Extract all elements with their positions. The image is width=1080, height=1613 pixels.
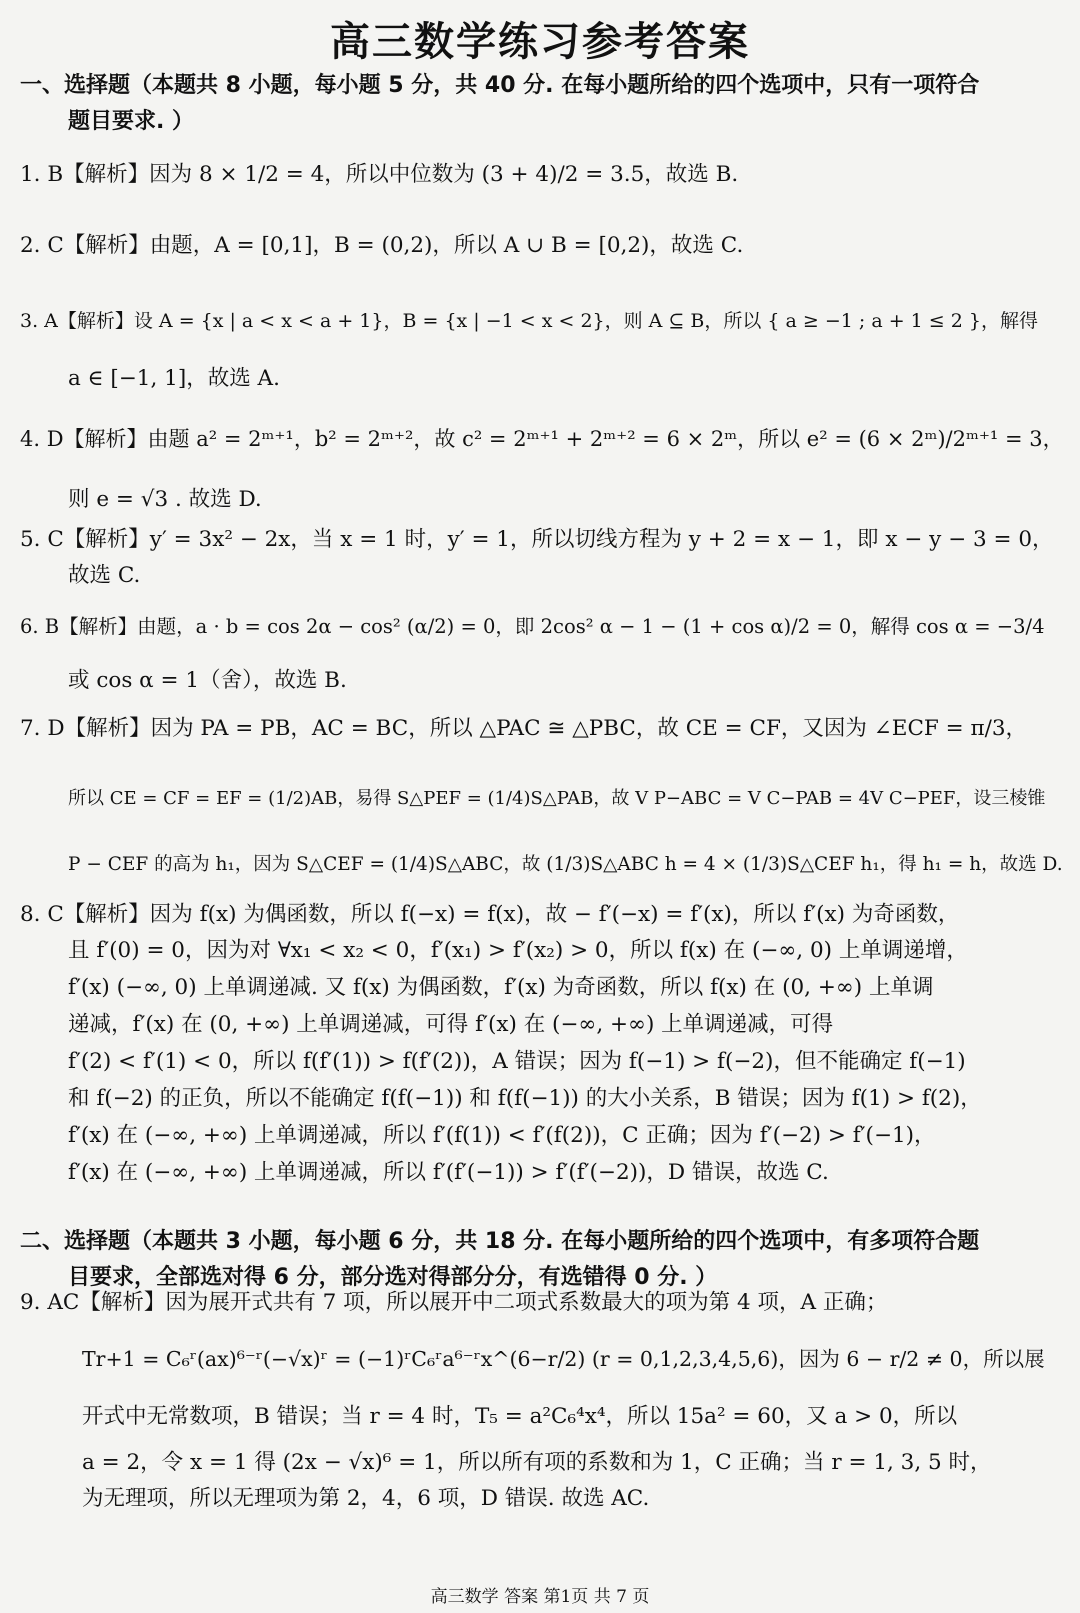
answer-4-line-1: 4. D【解析】由题 a² = 2ᵐ⁺¹，b² = 2ᵐ⁺²，故 c² = 2ᵐ⁺¹ + 2ᵐ⁺² = 6 × 2ᵐ，所以 e² = (6 × 2ᵐ)/2ᵐ⁺¹ = 3， bbox=[20, 427, 1064, 451]
answer-7-line-2: 所以 CE = CF = EF = (1/2)AB，易得 S△PEF = (1/4)S△PAB，故 V P−ABC = V C−PAB = 4V C−PEF，设三棱锥 bbox=[68, 788, 1046, 809]
answer-5-line-2: 故选 C. bbox=[68, 563, 141, 588]
answer-9-line-1: 9. AC【解析】因为展开式共有 7 项，所以展开中二项式系数最大的项为第 4 项，A 正确； bbox=[20, 1290, 888, 1315]
answer-8-line-6: 和 f(−2) 的正负，所以不能确定 f(f(−1)) 和 f(f(−1)) 的大小关系，B 错误；因为 f(1) > f(2)， bbox=[68, 1086, 982, 1111]
answer-8-line-8: f′(x) 在 (−∞, +∞) 上单调递减，所以 f′(f′(−1)) > f′(f′(−2))，D 错误，故选 C. bbox=[68, 1160, 829, 1185]
answer-6-line-1: 6. B【解析】由题，a · b = cos 2α − cos² (α/2) = 0，即 2cos² α − 1 − (1 + cos α)/2 = 0，解得 cos α = −3/4 bbox=[20, 615, 1045, 638]
answer-5-line-1: 5. C【解析】y′ = 3x² − 2x，当 x = 1 时，y′ = 1，所以切线方程为 y + 2 = x − 1，即 x − y − 3 = 0， bbox=[20, 527, 1054, 552]
page-footer: 高三数学 答案 第1页 共 7 页 bbox=[430, 1587, 650, 1607]
answer-9-line-3: 开式中无常数项，B 错误；当 r = 4 时，T₅ = a²C₆⁴x⁴，所以 15a² = 60，又 a > 0，所以 bbox=[82, 1404, 958, 1429]
answer-6-line-2: 或 cos α = 1（舍），故选 B. bbox=[68, 668, 347, 693]
answer-1: 1. B【解析】因为 8 × 1/2 = 4，所以中位数为 (3 + 4)/2 = 3.5，故选 B. bbox=[20, 162, 739, 187]
answer-7-line-1: 7. D【解析】因为 PA = PB，AC = BC，所以 △PAC ≅ △PBC，故 CE = CF，又因为 ∠ECF = π/3， bbox=[20, 716, 1028, 741]
answer-3-line-1: 3. A【解析】设 A = {x | a < x < a + 1}，B = {x | −1 < x < 2}，则 A ⊆ B，所以 { a ≥ −1 ; a + 1 ≤ 2 }，解得 bbox=[20, 310, 1038, 332]
answer-7-line-3: P − CEF 的高为 h₁，因为 S△CEF = (1/4)S△ABC，故 (1/3)S△ABC h = 4 × (1/3)S△CEF h₁，得 h₁ = h，故选 D. bbox=[68, 854, 1063, 875]
section-2-heading bbox=[20, 1224, 1065, 1296]
answer-9-line-4: a = 2，令 x = 1 得 (2x − √x)⁶ = 1，所以所有项的系数和为 1，C 正确；当 r = 1, 3, 5 时， bbox=[82, 1450, 992, 1475]
section-1-line-2: 题目要求. ） bbox=[68, 109, 195, 134]
answer-8-line-3: f′(x) (−∞, 0) 上单调递减. 又 f(x) 为偶函数，f′(x) 为奇函数，所以 f(x) 在 (0, +∞) 上单调 bbox=[68, 975, 934, 1000]
answer-2: 2. C【解析】由题，A = [0,1]，B = (0,2)，所以 A ∪ B = [0,2)，故选 C. bbox=[20, 233, 744, 258]
answer-3-line-2: a ∈ [−1, 1]，故选 A. bbox=[68, 366, 280, 391]
answer-8-line-7: f′(x) 在 (−∞, +∞) 上单调递减，所以 f′(f(1)) < f′(f(2))，C 正确；因为 f′(−2) > f′(−1)， bbox=[68, 1123, 936, 1148]
answer-9-line-2: Tr+1 = C₆ʳ(ax)⁶⁻ʳ(−√x)ʳ = (−1)ʳC₆ʳa⁶⁻ʳx^(6−r/2) (r = 0,1,2,3,4,5,6)，因为 6 − r/2 ≠ 0，所以展 bbox=[82, 1347, 1045, 1371]
answer-8-line-2: 且 f′(0) = 0，因为对 ∀x₁ < x₂ < 0，f′(x₁) > f′(x₂) > 0，所以 f(x) 在 (−∞, 0) 上单调递增， bbox=[68, 938, 968, 963]
section-1-line-1: 一、选择题（本题共 8 小题，每小题 5 分，共 40 分. 在每小题所给的四个选项中，只有一项符合 bbox=[20, 73, 980, 98]
section-2-line-1: 二、选择题（本题共 3 小题，每小题 6 分，共 18 分. 在每小题所给的四个选项中，有多项符合题 bbox=[20, 1229, 980, 1254]
page-title: 高三数学练习参考答案 bbox=[330, 18, 750, 65]
answer-4-line-2: 则 e = √3 . 故选 D. bbox=[68, 487, 262, 512]
section-2-line-2: 目要求，全部选对得 6 分，部分选对得部分分，有选错得 0 分. ） bbox=[68, 1265, 718, 1290]
section-1-heading bbox=[20, 68, 1065, 140]
answer-8-line-1: 8. C【解析】因为 f(x) 为偶函数，所以 f(−x) = f(x)，故 − f′(−x) = f′(x)，所以 f′(x) 为奇函数， bbox=[20, 902, 960, 927]
answer-8-line-5: f′(2) < f′(1) < 0，所以 f(f′(1)) > f(f′(2))，A 错误；因为 f(−1) > f(−2)，但不能确定 f(−1) bbox=[68, 1049, 966, 1074]
answer-8-line-4: 递减，f′(x) 在 (0, +∞) 上单调递减，可得 f′(x) 在 (−∞, +∞) 上单调递减，可得 bbox=[68, 1012, 834, 1037]
answer-9-line-5: 为无理项，所以无理项为第 2，4，6 项，D 错误. 故选 AC. bbox=[82, 1486, 650, 1511]
